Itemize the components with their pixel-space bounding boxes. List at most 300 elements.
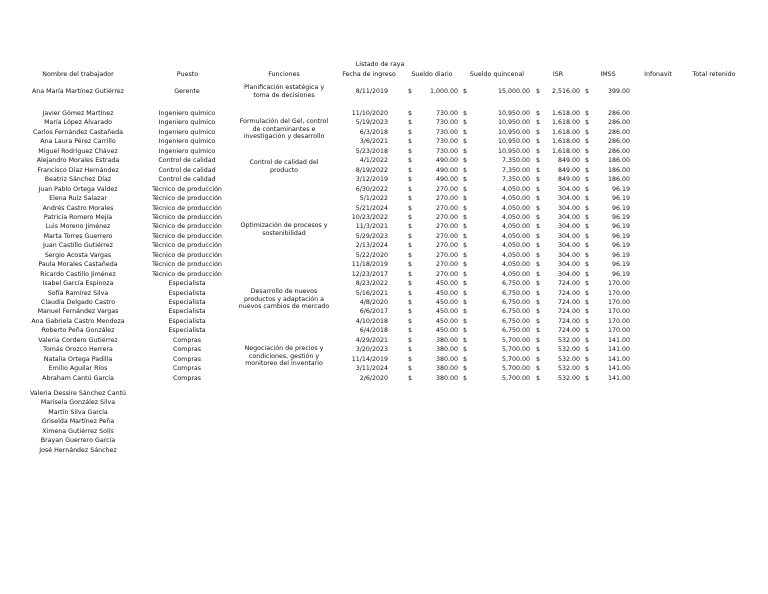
hire-date: 4/10/2018 — [355, 317, 388, 325]
currency-sign: $ — [536, 166, 541, 174]
hire-date: 2/13/2024 — [355, 242, 388, 250]
currency-sign: $ — [463, 204, 468, 212]
daily-salary: 730.00 — [435, 138, 458, 146]
currency-sign: $ — [463, 327, 468, 335]
employee-position: Técnico de producción — [152, 261, 222, 269]
imss-value: 96.19 — [611, 232, 630, 240]
biweekly-salary: 5,700.00 — [501, 336, 530, 344]
currency-sign: $ — [536, 327, 541, 335]
currency-sign: $ — [463, 251, 468, 259]
currency-sign: $ — [536, 213, 541, 221]
employee-position: Especialista — [168, 327, 206, 335]
currency-sign: $ — [585, 374, 590, 382]
isr-value: 304.00 — [557, 251, 580, 259]
imss-value: 141.00 — [607, 346, 630, 354]
currency-sign: $ — [585, 289, 590, 297]
daily-salary: 490.00 — [435, 176, 458, 184]
employee-position: Ingeniero químico — [158, 138, 216, 146]
imss-value: 96.19 — [611, 251, 630, 259]
daily-salary: 270.00 — [435, 195, 458, 203]
isr-value: 724.00 — [557, 289, 580, 297]
biweekly-salary: 4,050.00 — [501, 242, 530, 250]
header-hire-date: Fecha de ingreso — [342, 71, 396, 78]
employee-name: Manuel Fernández Vargas — [37, 308, 119, 316]
function-cell: Desarrollo de nuevos productos y adaptación a nuevos cambios de mercado — [238, 288, 330, 310]
currency-sign: $ — [536, 157, 541, 165]
employee-position: Especialista — [168, 317, 206, 325]
daily-salary: 270.00 — [435, 204, 458, 212]
imss-value: 96.19 — [611, 261, 630, 269]
currency-sign: $ — [408, 147, 413, 155]
hire-date: 5/21/2024 — [355, 204, 388, 212]
employee-position: Compras — [172, 355, 202, 363]
currency-sign: $ — [408, 223, 413, 231]
currency-sign: $ — [463, 336, 468, 344]
hire-date: 5/23/2018 — [355, 147, 388, 155]
employee-name: Valeria Cordero Gutiérrez — [38, 336, 118, 344]
hire-date: 11/18/2019 — [351, 261, 388, 269]
currency-sign: $ — [536, 299, 541, 306]
currency-sign: $ — [585, 327, 590, 335]
employee-position: Especialista — [168, 299, 206, 306]
employee-position: Técnico de producción — [152, 270, 222, 278]
hire-date: 5/16/2021 — [355, 289, 388, 297]
isr-value: 724.00 — [557, 327, 580, 335]
function-cell: Negociación de precios y condiciones, gestión y monitoreo del inventario — [244, 345, 324, 367]
biweekly-salary: 10,950.00 — [497, 119, 530, 127]
daily-salary: 270.00 — [435, 251, 458, 259]
biweekly-salary: 6,750.00 — [501, 317, 530, 325]
currency-sign: $ — [463, 185, 468, 193]
hire-date: 5/19/2023 — [355, 119, 388, 127]
imss-value: 141.00 — [607, 336, 630, 344]
currency-sign: $ — [536, 270, 541, 278]
hire-date: 6/3/2018 — [359, 128, 388, 136]
isr-value: 2,516.00 — [551, 88, 580, 95]
employee-position: Técnico de producción — [152, 204, 222, 212]
biweekly-salary: 6,750.00 — [501, 299, 530, 306]
isr-value: 724.00 — [557, 299, 580, 306]
imss-value: 96.19 — [611, 223, 630, 231]
currency-sign: $ — [408, 110, 413, 117]
currency-sign: $ — [585, 119, 590, 127]
employee-name: Claudia Delgado Castro — [40, 299, 116, 306]
header-isr: ISR — [552, 71, 564, 78]
daily-salary: 380.00 — [435, 336, 458, 344]
currency-sign: $ — [463, 270, 468, 278]
currency-sign: $ — [463, 110, 468, 117]
imss-value: 399.00 — [607, 88, 630, 95]
biweekly-salary: 5,700.00 — [501, 365, 530, 373]
hire-date: 5/1/2022 — [359, 195, 388, 203]
header-total-withheld: Total retenido — [692, 71, 736, 78]
header-name: Nombre del trabajador — [42, 71, 114, 78]
extra-name: Marisela González Silva — [40, 399, 116, 407]
isr-value: 304.00 — [557, 213, 580, 221]
daily-salary: 730.00 — [435, 119, 458, 127]
employee-position: Técnico de producción — [152, 185, 222, 193]
currency-sign: $ — [463, 232, 468, 240]
extra-name: Valeria Dessire Sánchez Cantú — [29, 390, 127, 397]
employee-position: Técnico de producción — [152, 232, 222, 240]
currency-sign: $ — [585, 176, 590, 184]
biweekly-salary: 10,950.00 — [497, 138, 530, 146]
isr-value: 304.00 — [557, 270, 580, 278]
imss-value: 96.19 — [611, 270, 630, 278]
imss-value: 170.00 — [607, 280, 630, 288]
daily-salary: 450.00 — [435, 280, 458, 288]
hire-date: 11/14/2019 — [351, 355, 388, 363]
currency-sign: $ — [536, 251, 541, 259]
currency-sign: $ — [536, 346, 541, 354]
imss-value: 96.19 — [611, 195, 630, 203]
employee-position: Control de calidad — [158, 157, 216, 165]
currency-sign: $ — [585, 308, 590, 316]
currency-sign: $ — [536, 195, 541, 203]
daily-salary: 270.00 — [435, 270, 458, 278]
header-position: Puesto — [176, 71, 199, 78]
currency-sign: $ — [408, 195, 413, 203]
currency-sign: $ — [408, 270, 413, 278]
currency-sign: $ — [585, 213, 590, 221]
currency-sign: $ — [408, 213, 413, 221]
currency-sign: $ — [408, 128, 413, 136]
employee-name: Isabel García Espinoza — [42, 280, 114, 288]
currency-sign: $ — [536, 336, 541, 344]
currency-sign: $ — [536, 242, 541, 250]
imss-value: 170.00 — [607, 327, 630, 335]
biweekly-salary: 4,050.00 — [501, 185, 530, 193]
biweekly-salary: 5,700.00 — [501, 374, 530, 382]
currency-sign: $ — [463, 299, 468, 306]
header-daily-salary: Sueldo diario — [411, 71, 453, 78]
biweekly-salary: 4,050.00 — [501, 195, 530, 203]
daily-salary: 730.00 — [435, 147, 458, 155]
biweekly-salary: 15,000.00 — [497, 88, 530, 95]
currency-sign: $ — [585, 223, 590, 231]
hire-date: 6/4/2018 — [359, 327, 388, 335]
biweekly-salary: 10,950.00 — [497, 147, 530, 155]
employee-name: Carlos Fernández Castañeda — [33, 128, 123, 136]
employee-position: Especialista — [168, 308, 206, 316]
currency-sign: $ — [463, 374, 468, 382]
daily-salary: 380.00 — [435, 374, 458, 382]
currency-sign: $ — [463, 213, 468, 221]
biweekly-salary: 7,350.00 — [501, 157, 530, 165]
currency-sign: $ — [463, 242, 468, 250]
employee-position: Ingeniero químico — [158, 128, 216, 136]
currency-sign: $ — [463, 346, 468, 354]
currency-sign: $ — [408, 299, 413, 306]
extra-name: Brayan Guerrero García — [40, 437, 116, 445]
hire-date: 10/23/2022 — [351, 213, 388, 221]
currency-sign: $ — [585, 185, 590, 193]
imss-value: 141.00 — [607, 365, 630, 373]
currency-sign: $ — [463, 365, 468, 373]
imss-value: 96.19 — [611, 185, 630, 193]
isr-value: 1,618.00 — [551, 119, 580, 127]
employee-position: Ingeniero químico — [158, 110, 216, 117]
currency-sign: $ — [408, 327, 413, 335]
currency-sign: $ — [536, 185, 541, 193]
employee-position: Control de calidad — [158, 166, 216, 174]
currency-sign: $ — [408, 280, 413, 288]
isr-value: 304.00 — [557, 185, 580, 193]
isr-value: 532.00 — [557, 355, 580, 363]
daily-salary: 450.00 — [435, 289, 458, 297]
employee-position: Compras — [172, 374, 202, 382]
hire-date: 3/20/2023 — [355, 346, 388, 354]
employee-name: Andrés Castro Morales — [42, 204, 114, 212]
currency-sign: $ — [408, 242, 413, 250]
currency-sign: $ — [536, 128, 541, 136]
daily-salary: 450.00 — [435, 299, 458, 306]
isr-value: 304.00 — [557, 195, 580, 203]
employee-position: Técnico de producción — [152, 251, 222, 259]
currency-sign: $ — [408, 336, 413, 344]
employee-name: Elena Ruiz Salazar — [49, 195, 107, 203]
currency-sign: $ — [585, 336, 590, 344]
currency-sign: $ — [585, 147, 590, 155]
isr-value: 1,618.00 — [551, 138, 580, 146]
biweekly-salary: 4,050.00 — [501, 204, 530, 212]
employee-name: Roberto Peña González — [41, 327, 115, 335]
header-biweekly-salary: Sueldo quincenal — [469, 71, 525, 78]
employee-name: Natalia Ortega Padilla — [43, 355, 113, 363]
currency-sign: $ — [408, 289, 413, 297]
imss-value: 141.00 — [607, 355, 630, 363]
isr-value: 532.00 — [557, 365, 580, 373]
currency-sign: $ — [585, 88, 590, 95]
biweekly-salary: 6,750.00 — [501, 280, 530, 288]
currency-sign: $ — [585, 317, 590, 325]
imss-value: 186.00 — [607, 157, 630, 165]
currency-sign: $ — [536, 223, 541, 231]
header-imss: IMSS — [600, 71, 616, 78]
hire-date: 4/29/2021 — [355, 336, 388, 344]
currency-sign: $ — [585, 365, 590, 373]
hire-date: 3/11/2024 — [355, 365, 388, 373]
currency-sign: $ — [536, 204, 541, 212]
isr-value: 849.00 — [557, 157, 580, 165]
currency-sign: $ — [408, 232, 413, 240]
imss-value: 141.00 — [607, 374, 630, 382]
hire-date: 4/1/2022 — [359, 157, 388, 165]
biweekly-salary: 5,700.00 — [501, 346, 530, 354]
currency-sign: $ — [463, 88, 468, 95]
employee-name: Luis Moreno Jiménez — [45, 223, 111, 231]
biweekly-salary: 4,050.00 — [501, 251, 530, 259]
currency-sign: $ — [585, 195, 590, 203]
hire-date: 5/22/2020 — [355, 251, 388, 259]
currency-sign: $ — [408, 176, 413, 184]
hire-date: 5/29/2023 — [355, 232, 388, 240]
isr-value: 1,618.00 — [551, 147, 580, 155]
currency-sign: $ — [463, 280, 468, 288]
biweekly-salary: 5,700.00 — [501, 355, 530, 363]
employee-name: Paula Morales Castañeda — [38, 261, 118, 269]
employee-name: Beatriz Sánchez Díaz — [44, 176, 112, 184]
imss-value: 170.00 — [607, 289, 630, 297]
currency-sign: $ — [463, 128, 468, 136]
currency-sign: $ — [408, 365, 413, 373]
biweekly-salary: 7,350.00 — [501, 176, 530, 184]
employee-name: Abraham Cantú García — [42, 374, 114, 382]
employee-name: Francisco Díaz Hernández — [37, 166, 119, 174]
biweekly-salary: 6,750.00 — [501, 289, 530, 297]
currency-sign: $ — [585, 346, 590, 354]
function-cell: Optimización de procesos y sostenibilidad — [240, 222, 328, 237]
hire-date: 11/3/2021 — [355, 223, 388, 231]
currency-sign: $ — [463, 195, 468, 203]
daily-salary: 270.00 — [435, 232, 458, 240]
imss-value: 286.00 — [607, 110, 630, 117]
isr-value: 304.00 — [557, 204, 580, 212]
hire-date: 3/6/2021 — [359, 138, 388, 146]
imss-value: 286.00 — [607, 119, 630, 127]
daily-salary: 450.00 — [435, 308, 458, 316]
imss-value: 170.00 — [607, 317, 630, 325]
currency-sign: $ — [536, 280, 541, 288]
biweekly-salary: 4,050.00 — [501, 223, 530, 231]
currency-sign: $ — [408, 355, 413, 363]
currency-sign: $ — [463, 223, 468, 231]
currency-sign: $ — [536, 374, 541, 382]
hire-date: 8/19/2022 — [355, 166, 388, 174]
currency-sign: $ — [585, 166, 590, 174]
currency-sign: $ — [536, 110, 541, 117]
employee-name: Javier Gómez Martínez — [42, 110, 114, 117]
isr-value: 532.00 — [557, 346, 580, 354]
daily-salary: 380.00 — [435, 346, 458, 354]
currency-sign: $ — [463, 308, 468, 316]
currency-sign: $ — [408, 88, 413, 95]
currency-sign: $ — [536, 355, 541, 363]
currency-sign: $ — [463, 176, 468, 184]
daily-salary: 730.00 — [435, 110, 458, 117]
imss-value: 286.00 — [607, 128, 630, 136]
currency-sign: $ — [463, 317, 468, 325]
biweekly-salary: 10,950.00 — [497, 128, 530, 136]
currency-sign: $ — [408, 119, 413, 127]
daily-salary: 270.00 — [435, 213, 458, 221]
currency-sign: $ — [463, 138, 468, 146]
currency-sign: $ — [463, 355, 468, 363]
employee-position: Técnico de producción — [152, 195, 222, 203]
employee-name: Marta Torres Guerrero — [43, 232, 113, 240]
hire-date: 8/11/2019 — [355, 88, 388, 95]
employee-position: Técnico de producción — [152, 242, 222, 250]
employee-position: Compras — [172, 346, 202, 354]
isr-value: 849.00 — [557, 166, 580, 174]
hire-date: 11/10/2020 — [351, 110, 388, 117]
currency-sign: $ — [408, 157, 413, 165]
currency-sign: $ — [585, 280, 590, 288]
currency-sign: $ — [463, 157, 468, 165]
currency-sign: $ — [408, 261, 413, 269]
currency-sign: $ — [408, 251, 413, 259]
isr-value: 724.00 — [557, 308, 580, 316]
employee-name: Alejandro Morales Estrada — [36, 157, 120, 165]
daily-salary: 490.00 — [435, 166, 458, 174]
imss-value: 170.00 — [607, 308, 630, 316]
employee-position: Compras — [172, 365, 202, 373]
extra-name: Ximena Gutiérrez Solís — [42, 427, 114, 435]
employee-name: María López Alvarado — [44, 119, 112, 127]
employee-name: Ana María Martínez Gutiérrez — [32, 88, 124, 95]
isr-value: 304.00 — [557, 261, 580, 269]
daily-salary: 270.00 — [435, 242, 458, 250]
hire-date: 6/6/2017 — [359, 308, 388, 316]
currency-sign: $ — [408, 317, 413, 325]
extra-name: José Hernández Sánchez — [39, 446, 117, 454]
employee-position: Ingeniero químico — [158, 147, 216, 155]
currency-sign: $ — [536, 261, 541, 269]
daily-salary: 270.00 — [435, 185, 458, 193]
employee-name: Sofía Ramírez Silva — [47, 289, 109, 297]
currency-sign: $ — [585, 128, 590, 136]
employee-name: Juan Pablo Ortega Valdez — [38, 185, 118, 193]
currency-sign: $ — [585, 204, 590, 212]
currency-sign: $ — [408, 138, 413, 146]
biweekly-salary: 4,050.00 — [501, 232, 530, 240]
isr-value: 1,618.00 — [551, 110, 580, 117]
daily-salary: 450.00 — [435, 327, 458, 335]
employee-name: Patricia Romero Mejía — [43, 213, 113, 221]
function-cell: Formulación del Gel, control de contaminantes e investigación y desarrollo — [239, 118, 329, 140]
imss-value: 186.00 — [607, 176, 630, 184]
currency-sign: $ — [536, 232, 541, 240]
employee-position: Técnico de producción — [152, 223, 222, 231]
biweekly-salary: 6,750.00 — [501, 327, 530, 335]
currency-sign: $ — [585, 270, 590, 278]
daily-salary: 380.00 — [435, 365, 458, 373]
isr-value: 304.00 — [557, 242, 580, 250]
isr-value: 304.00 — [557, 232, 580, 240]
currency-sign: $ — [408, 185, 413, 193]
function-cell: Control de calidad del producto — [249, 159, 319, 174]
employee-name: Emilio Aguilar Ríos — [48, 365, 108, 373]
daily-salary: 1,000.00 — [429, 88, 458, 95]
imss-value: 286.00 — [607, 138, 630, 146]
currency-sign: $ — [463, 166, 468, 174]
hire-date: 12/23/2017 — [351, 270, 388, 278]
biweekly-salary: 7,350.00 — [501, 166, 530, 174]
hire-date: 6/30/2022 — [355, 185, 388, 193]
currency-sign: $ — [585, 251, 590, 259]
imss-value: 96.19 — [611, 242, 630, 250]
currency-sign: $ — [463, 119, 468, 127]
header-functions: Funciones — [268, 71, 300, 78]
currency-sign: $ — [585, 261, 590, 269]
employee-name: Tomás Orozco Herrera — [43, 346, 113, 354]
hire-date: 4/8/2020 — [359, 299, 388, 306]
currency-sign: $ — [536, 317, 541, 325]
currency-sign: $ — [585, 355, 590, 363]
currency-sign: $ — [536, 138, 541, 146]
currency-sign: $ — [585, 232, 590, 240]
isr-value: 724.00 — [557, 317, 580, 325]
currency-sign: $ — [408, 204, 413, 212]
biweekly-salary: 4,050.00 — [501, 261, 530, 269]
isr-value: 304.00 — [557, 223, 580, 231]
currency-sign: $ — [585, 110, 590, 117]
currency-sign: $ — [585, 138, 590, 146]
daily-salary: 490.00 — [435, 157, 458, 165]
employee-name: Ana Gabriela Castro Mendoza — [31, 317, 125, 325]
daily-salary: 270.00 — [435, 261, 458, 269]
employee-position: Especialista — [168, 289, 206, 297]
